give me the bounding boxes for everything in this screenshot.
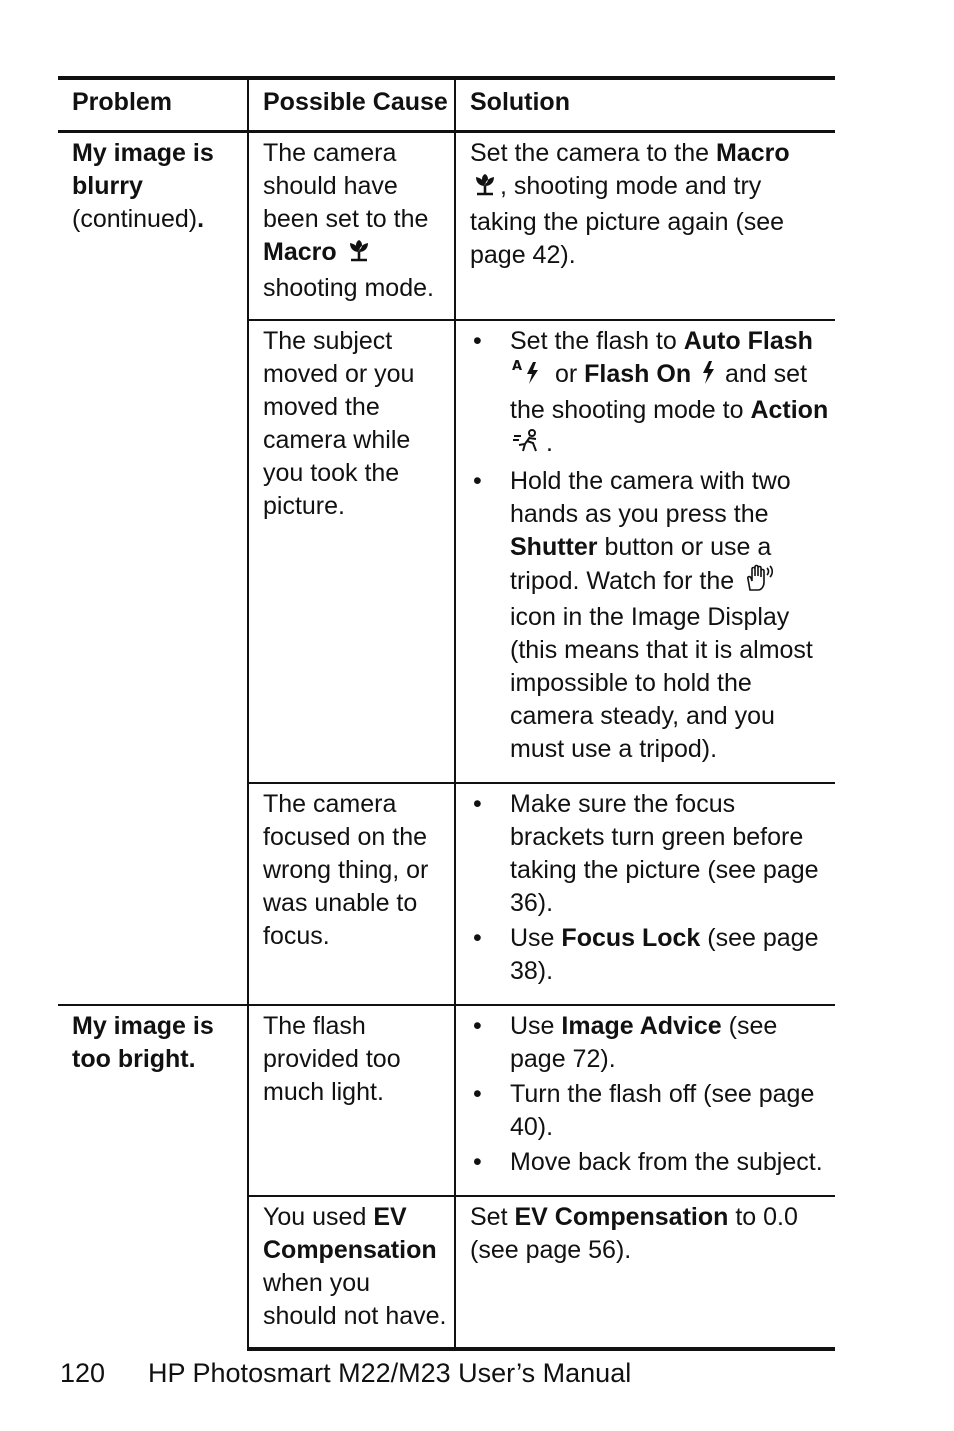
solution-cell <box>455 1005 835 1196</box>
flash-on-icon <box>700 359 716 394</box>
list-item: • Use Image Advice (see page 72). <box>470 1010 829 1076</box>
list-item: • Hold the camera with two hands as you press the Shutter button or use a tripod. Watch for the icon in the Image Display (this means that it is almost impossible to hold the camera steady, and you must use a tripod). <box>470 465 829 766</box>
problem-cell-blurry: My image is blurry (continued). <box>72 139 214 233</box>
page-number: 120 <box>60 1358 106 1388</box>
troubleshooting-table <box>58 76 835 1351</box>
cause-cell: The flash provided too much light. <box>248 1005 455 1196</box>
solution-list <box>470 788 829 988</box>
cause-cell: You used EV Compensation when you should not have. <box>248 1196 455 1349</box>
page-footer <box>60 1356 631 1390</box>
list-item: • Use Focus Lock (see page 38). <box>470 922 829 988</box>
solution-list <box>470 1010 829 1179</box>
header-problem: Problem <box>58 78 248 132</box>
header-solution: Solution <box>455 78 835 132</box>
auto-flash-icon <box>512 359 546 394</box>
problem-cell-too-bright <box>58 1005 248 1349</box>
table-row <box>58 132 835 321</box>
action-icon <box>512 428 544 463</box>
header-possible-cause: Possible Cause <box>248 78 455 132</box>
cause-cell: The camera should have been set to the Macro shooting mode. <box>248 132 455 321</box>
list-item: • Make sure the focus brackets turn green before taking the picture (see page 36). <box>470 788 829 920</box>
solution-cell <box>455 320 835 783</box>
list-item: • Turn the flash off (see page 40). <box>470 1078 829 1144</box>
camera-shake-icon <box>743 564 777 601</box>
solution-cell: Set the camera to the Macro , shooting mode and try taking the picture again (see page 42). <box>455 132 835 321</box>
solution-cell <box>455 783 835 1005</box>
solution-cell: Set EV Compensation to 0.0 (see page 56). <box>455 1196 835 1349</box>
list-item: • Set the flash to Auto Flash A or Flash On and set the shooting mode to Action . <box>470 325 829 463</box>
cause-cell: The camera focused on the wrong thing, or was unable to focus. <box>248 783 455 1005</box>
solution-list <box>470 325 829 766</box>
manual-title: HP Photosmart M22/M23 User’s Manual <box>148 1358 632 1388</box>
table-header-row <box>58 78 835 132</box>
problem-blurry-continued: (continued) <box>72 205 198 233</box>
table-row <box>58 1005 835 1196</box>
problem-too-bright-title: My image is too bright. <box>72 1012 214 1073</box>
macro-icon <box>346 237 372 272</box>
svg-text:A: A <box>512 359 523 374</box>
macro-icon <box>472 171 498 206</box>
problem-blurry-title: My image is blurry <box>72 139 214 200</box>
list-item: • Move back from the subject. <box>470 1146 829 1179</box>
cause-cell: The subject moved or you moved the camera while you took the picture. <box>248 320 455 783</box>
